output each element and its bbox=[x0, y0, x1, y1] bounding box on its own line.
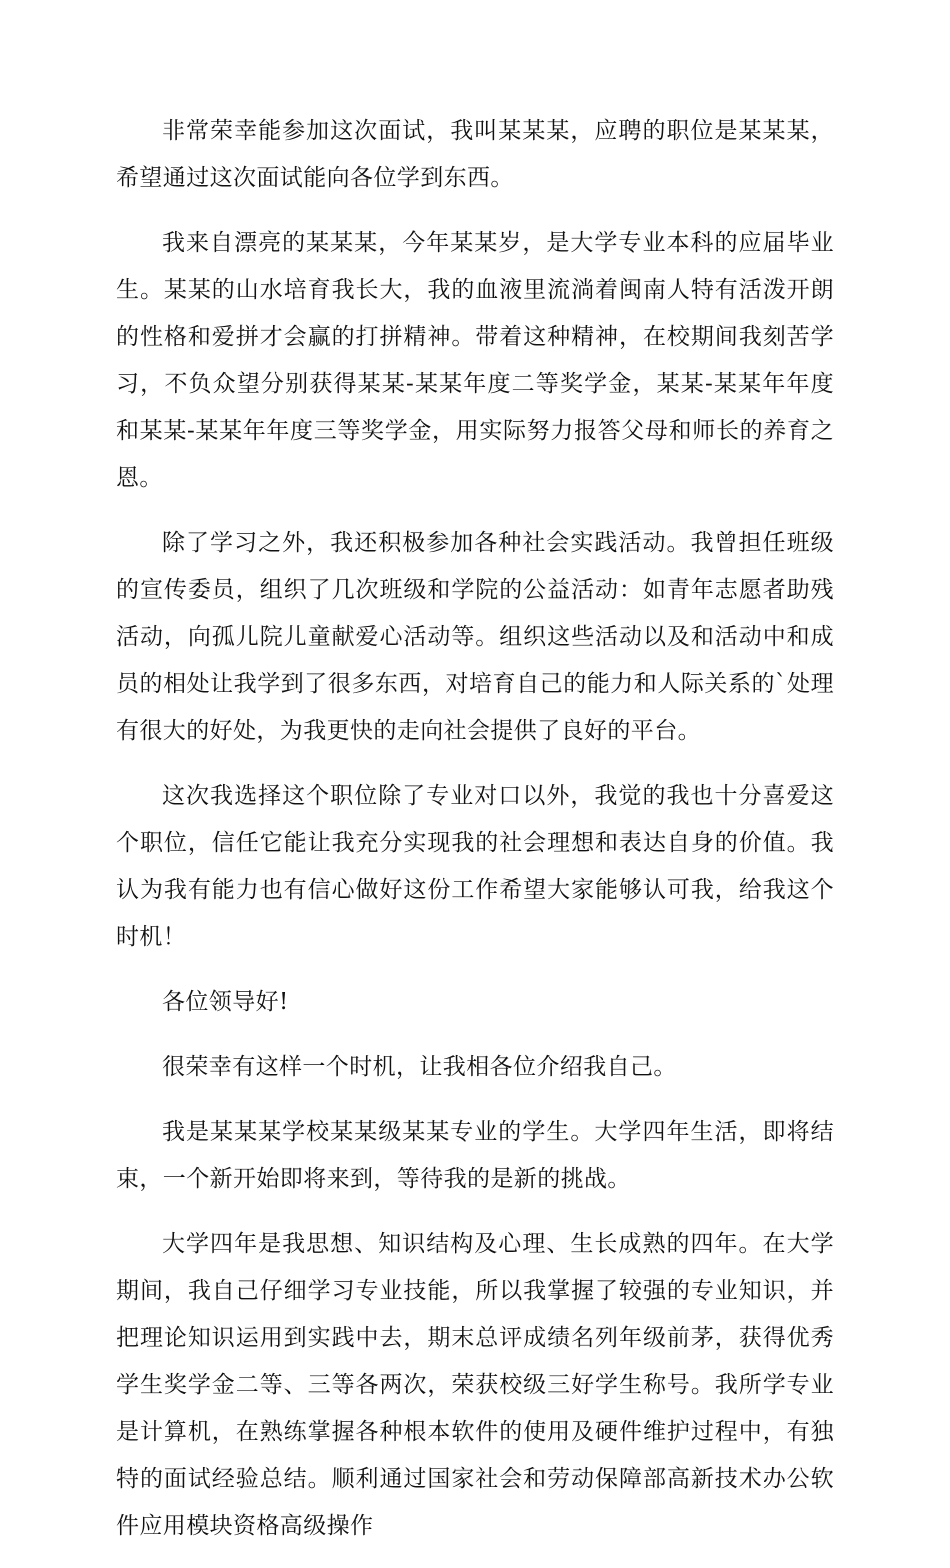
paragraph-1: 非常荣幸能参加这次面试，我叫某某某，应聘的职位是某某某，希望通过这次面试能向各位学到东西。 bbox=[116, 118, 834, 191]
paragraph-6: 很荣幸有这样一个时机，让我相各位介绍我自己。 bbox=[162, 1054, 677, 1080]
paragraph-3: 除了学习之外，我还积极参加各种社会实践活动。我曾担任班级的宣传委员，组织了几次班级和学院的公益活动：如青年志愿者助残活动，向孤儿院儿童献爱心活动等。组织这些活动以及和活动中和成员的相处让我学到了很多东西，对培育自己的能力和人际关系的`处理有很大的好处，为我更快的走向社会提供了良好的平台。 bbox=[116, 530, 834, 744]
paragraph-8: 大学四年是我思想、知识结构及心理、生长成熟的四年。在大学期间，我自己仔细学习专业技能，所以我掌握了较强的专业知识，并把理论知识运用到实践中去，期末总评成绩名列年级前茅，获得优秀学生奖学金二等、三等各两次，荣获校级三好学生称号。我所学专业是计算机，在熟练掌握各种根本软件的使用及硬件维护过程中，有独特的面试经验总结。顺利通过国家社会和劳动保障部高新技术办公软件应用模块资格高级操作 bbox=[116, 1231, 834, 1539]
paragraph-7: 我是某某某学校某某级某某专业的学生。大学四年生活，即将结束，一个新开始即将来到，等待我的是新的挑战。 bbox=[116, 1119, 834, 1192]
document-body bbox=[116, 108, 834, 1568]
paragraph-2: 我来自漂亮的某某某，今年某某岁，是大学专业本科的应届毕业生。某某的山水培育我长大，我的血液里流淌着闽南人特有活泼开朗的性格和爱拼才会赢的打拼精神。带着这种精神，在校期间我刻苦学习，不负众望分别获得某某-某某年度二等奖学金，某某-某某年年度和某某-某某年年度三等奖学金，用实际努力报答父母和师长的养育之恩。 bbox=[116, 230, 834, 491]
paragraph-5: 各位领导好! bbox=[162, 989, 289, 1015]
paragraph-4: 这次我选择这个职位除了专业对口以外，我觉的我也十分喜爱这个职位，信任它能让我充分实现我的社会理想和表达自身的价值。我认为我有能力也有信心做好这份工作希望大家能够认可我，给我这个时机！ bbox=[116, 783, 834, 950]
